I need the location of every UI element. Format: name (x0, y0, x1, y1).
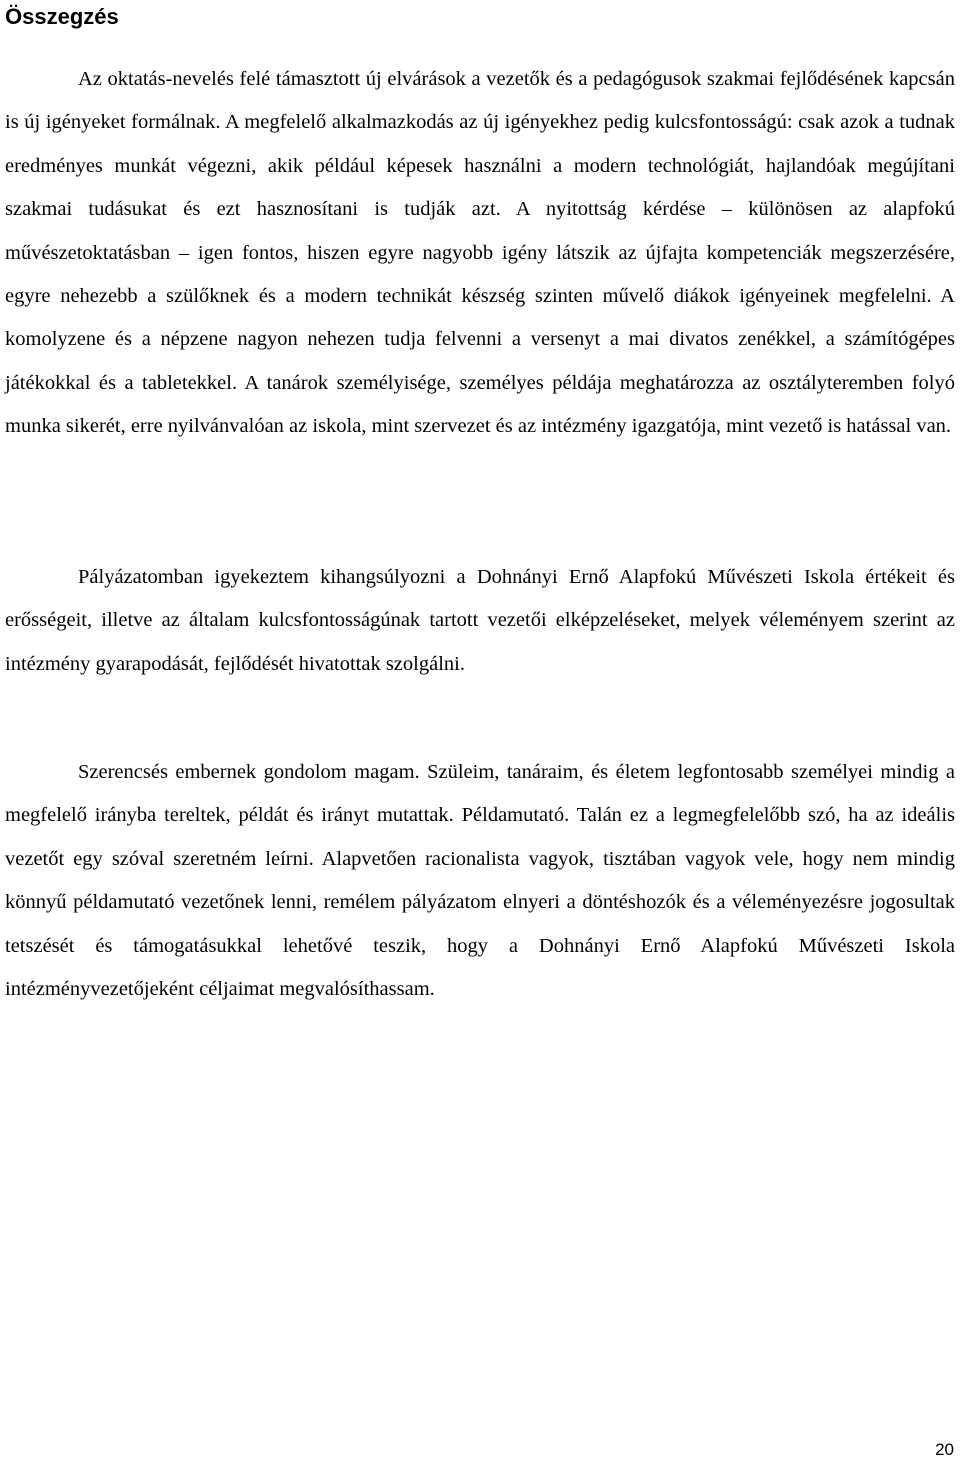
paragraph-2: Pályázatomban igyekeztem kihangsúlyozni a Dohnányi Ernő Alapfokú Művészeti Iskola értékeit és erősségeit, illetve az általam kulcsfontosságúnak tartott vezetői elképzeléseket, melyek véleményem szerint az intézmény gyarapodását, fejlődését hivatottak szolgálni. (5, 566, 955, 675)
paragraph-3: Szerencsés embernek gondolom magam. Szüleim, tanáraim, és életem legfontosabb személyei mindig a megfelelő irányba tereltek, példát és irányt mutattak. Példamutató. Talán ez a legmegfelelőbb szó, ha az ideális vezetőt egy szóval szeretném leírni. Alapvetően racionalista vagyok, tisztában vagyok vele, hogy nem mindig könnyű példamutató vezetőnek lenni, remélem pályázatom elnyeri a döntéshozók és a véleményezésre jogosultak tetszését és támogatásukkal lehetővé teszik, hogy a Dohnányi Ernő Alapfokú Művészeti Iskola intézményvezetőjeként céljaimat megvalósíthassam. (5, 761, 955, 1001)
section-heading: Összegzés (5, 4, 119, 29)
page-number: 20 (935, 1440, 954, 1459)
paragraph-1: Az oktatás-nevelés felé támasztott új elvárások a vezetők és a pedagógusok szakmai fejlődésének kapcsán is új igényeket formálnak. A megfelelő alkalmazkodás az új igényekhez pedig kulcsfontosságú: csak azok a tudnak eredményes munkát végezni, akik például képesek használni a modern technológiát, hajlandóak megújítani szakmai tudásukat és ezt hasznosítani is tudják azt. A nyitottság kérdése – különösen az alapfokú művészetoktatásban – igen fontos, hiszen egyre nagyobb igény látszik az újfajta kompetenciák megszerzésére, egyre nehezebb a szülőknek és a modern technikát készség szinten művelő diákok igényeinek megfelelni. A komolyzene és a népzene nagyon nehezen tudja felvenni a versenyt a mai divatos zenékkel, a számítógépes játékokkal és a tabletekkel. A tanárok személyisége, személyes példája meghatározza az osztályteremben folyó munka sikerét, erre nyilvánvalóan az iskola, mint szervezet és az intézmény igazgatója, mint vezető is hatással van. (5, 68, 955, 438)
